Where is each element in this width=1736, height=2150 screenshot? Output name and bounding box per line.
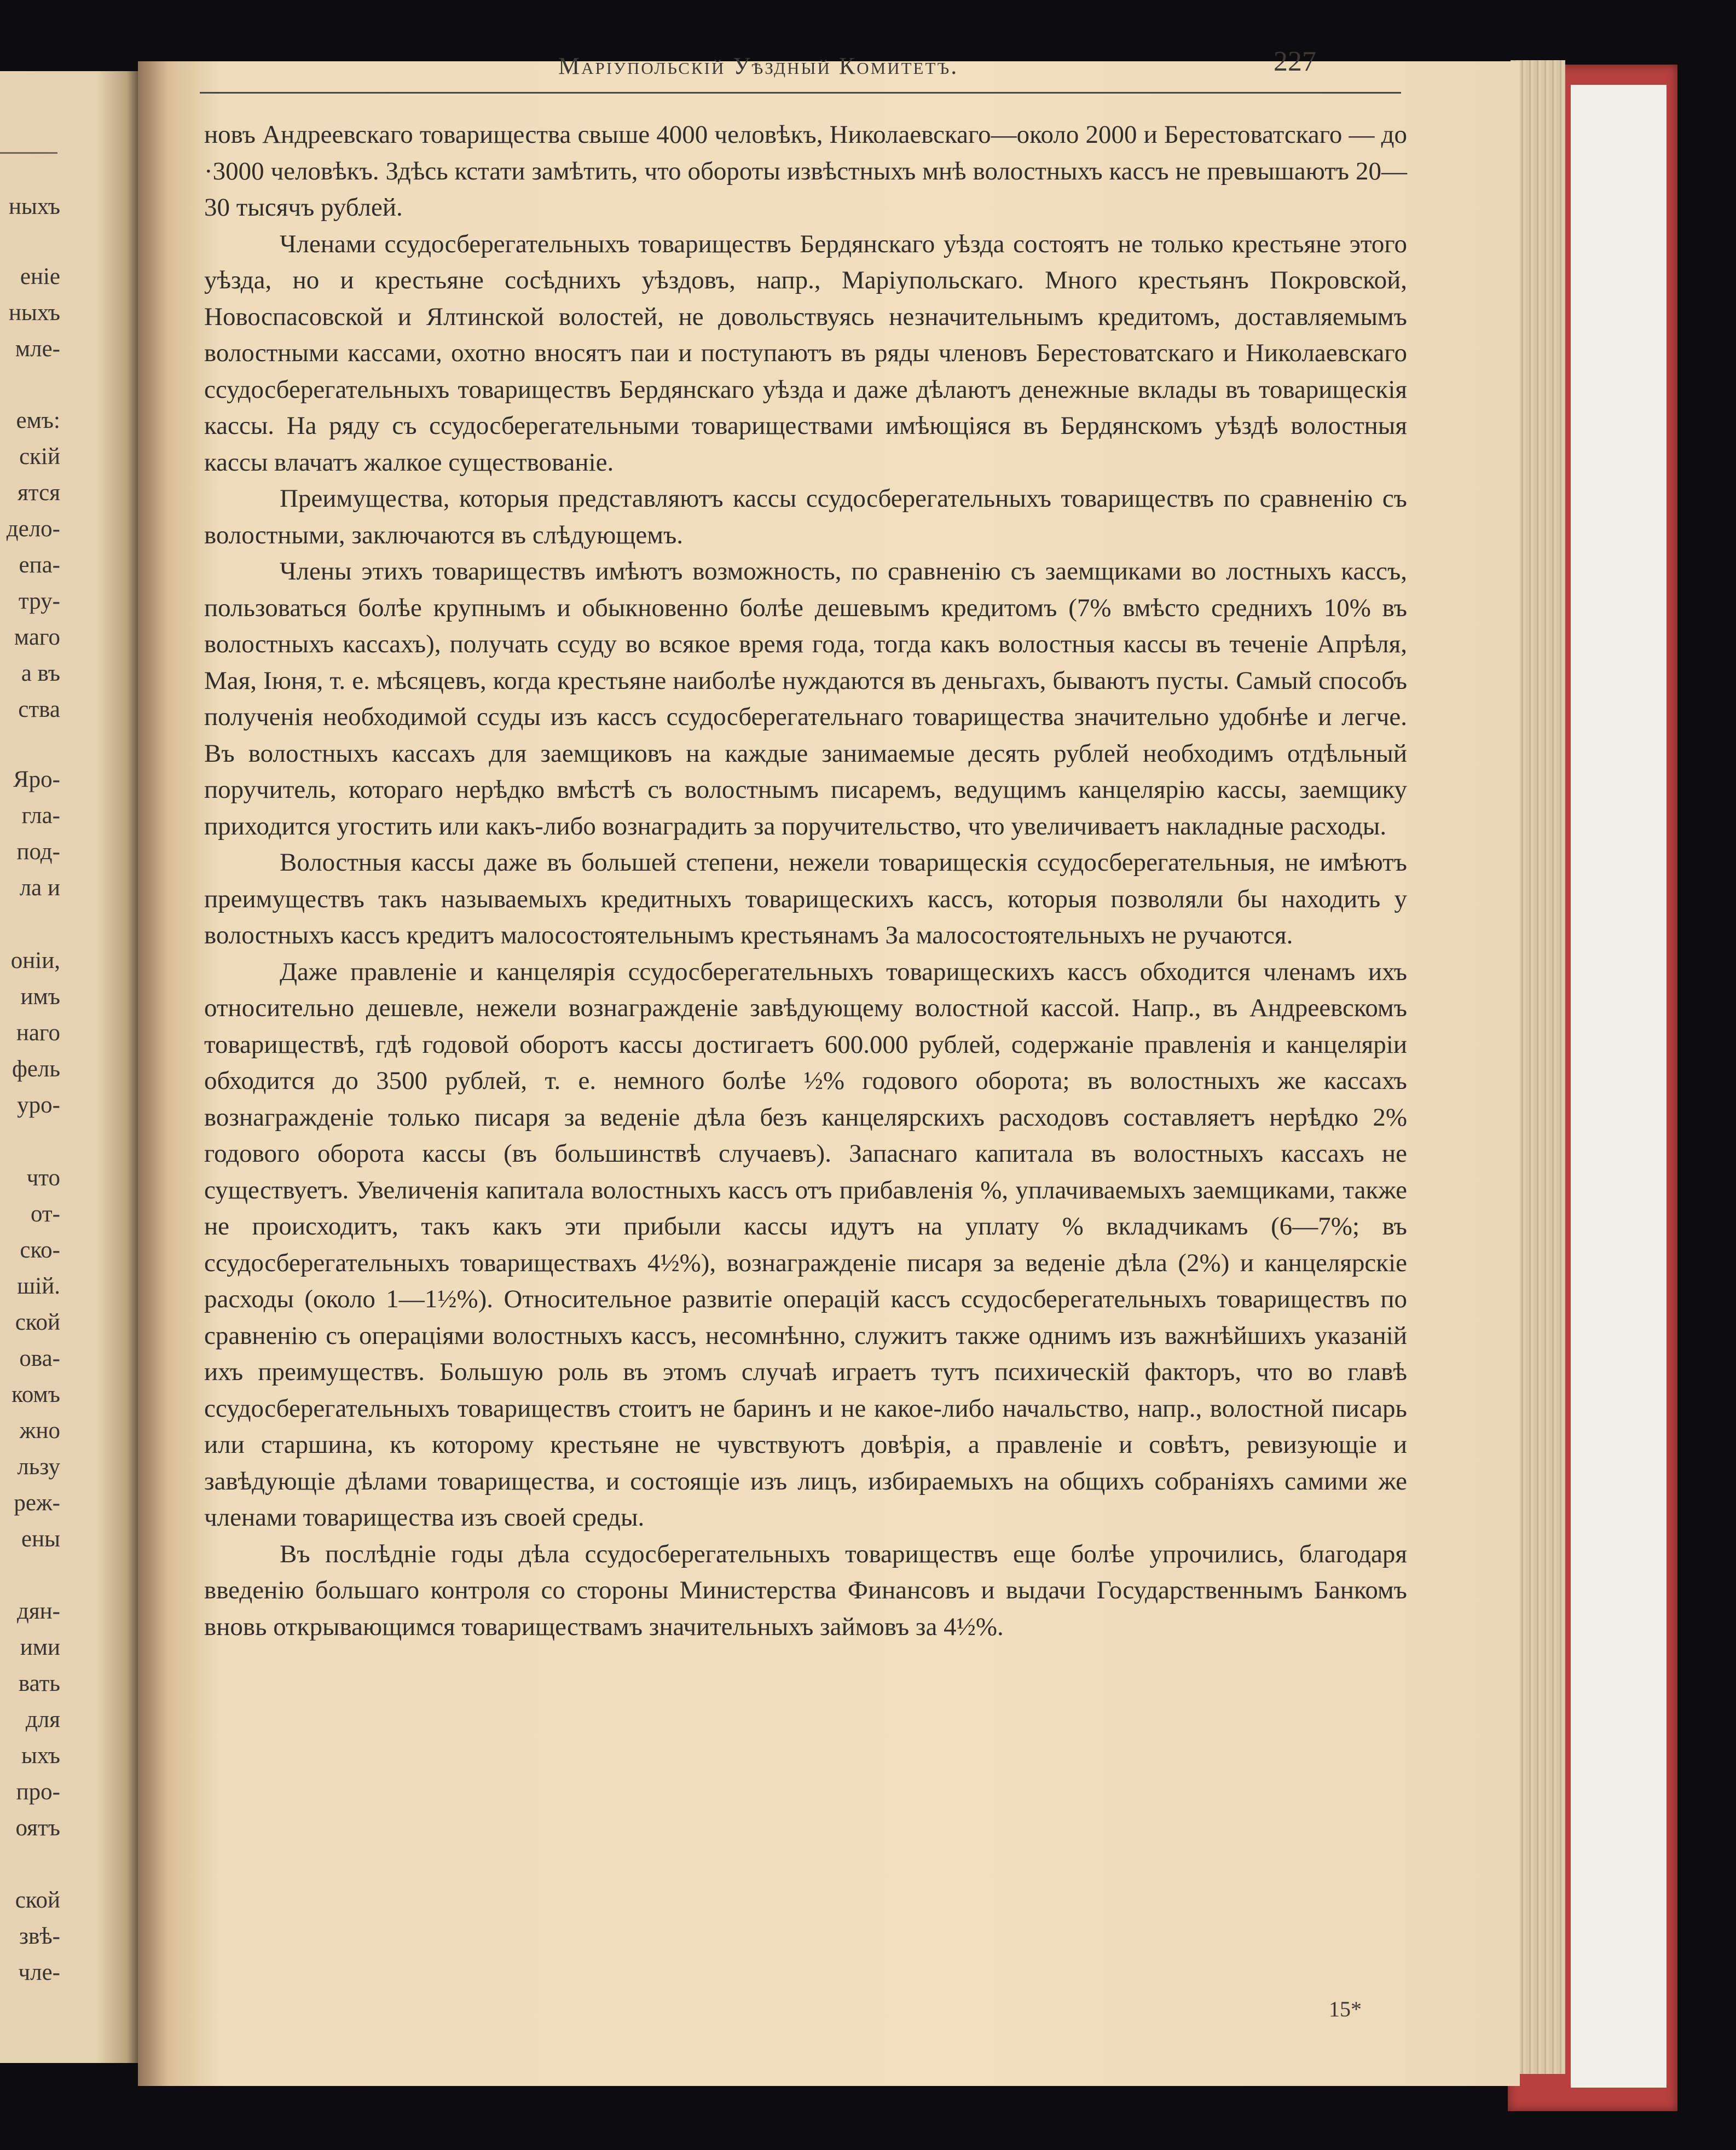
left-line-fragment: ова- [19, 1346, 60, 1371]
left-line-fragment: что [26, 1165, 60, 1191]
left-line-fragment: имъ [20, 984, 60, 1010]
paragraph: Преимущества, которыя представляютъ кассы ссудосберегательныхъ товариществъ по сравненію съ волостными, заключаются въ слѣдующемъ. [204, 484, 1407, 549]
left-line-fragment: уро- [17, 1092, 60, 1118]
left-line-fragment: наго [16, 1020, 60, 1046]
left-line-fragment: маго [14, 624, 60, 650]
left-line-fragment: от- [30, 1201, 60, 1227]
left-line-fragment: фель [11, 1056, 60, 1082]
left-page [0, 71, 138, 2063]
left-line-fragment: ими [20, 1635, 60, 1660]
left-line-fragment: емъ: [16, 408, 60, 433]
left-line-fragment: ныхъ [9, 300, 60, 326]
left-line-fragment: дян- [17, 1598, 60, 1624]
left-line-fragment: ской [15, 1309, 60, 1335]
left-line-fragment: звѣ- [19, 1923, 60, 1949]
left-line-fragment: ско- [20, 1237, 60, 1263]
left-line-fragment: вать [18, 1671, 60, 1696]
left-line-fragment: реж- [14, 1490, 60, 1516]
left-line-fragment: комъ [11, 1382, 60, 1407]
running-head-rule [200, 92, 1401, 94]
running-head [200, 36, 1398, 96]
left-line-fragment: дело- [6, 516, 60, 542]
left-line-fragment: ныхъ [9, 194, 60, 219]
left-line-fragment: шій. [17, 1273, 60, 1299]
left-line-fragment: еніе [20, 264, 60, 289]
page-number: 227 [1274, 46, 1316, 77]
paragraph: Члены этихъ товариществъ имѣютъ возможность, по сравненію съ заемщиками во лостныхъ кассъ, пользоваться болѣе крупнымъ и обыкновенно болѣе дешевымъ кредитомъ (7% вмѣсто среднихъ 10% въ волостныхъ кассахъ), получать ссуду во всякое время года, тогда какъ волостныя кассы въ теченіе Апрѣля, Мая, Іюня, т. е. мѣсяцевъ, когда крестьяне наиболѣе нуждаются въ деньгахъ, бываютъ пусты. Самый способъ полученія необходимой ссуды изъ кассъ ссудосберегательнаго товарищества значительно удобнѣе и легче. Въ волостныхъ кассахъ для заемщиковъ на каждые занимаемые десять рублей необходимъ отдѣльный поручитель, котораго нерѣдко вмѣстѣ съ волостнымъ писаремъ, ведущимъ канцелярію кассы, заемщику приходится угостить или какъ-либо вознаградить за поручительство, что увеличиваетъ накладные расходы. [204, 557, 1407, 841]
left-line-fragment: тру- [18, 588, 60, 614]
left-line-fragment: для [25, 1707, 60, 1732]
left-line-fragment: скій [19, 444, 60, 470]
paragraph: новъ Андреевскаго товарищества свыше 4000 человѣкъ, Николаевскаго—около 2000 и Берестоватскаго — до ·3000 человѣкъ. Здѣсь кстати замѣтить, что обороты извѣстныхъ мнѣ волостныхъ кассъ не превышаютъ 20—30 тысячъ рублей. [204, 120, 1407, 222]
left-line-fragment: чле- [18, 1960, 60, 1985]
left-line-fragment: оятъ [15, 1815, 60, 1841]
paragraph: Членами ссудосберегательныхъ товариществъ Бердянскаго уѣзда состоятъ не только крестьяне этого уѣзда, но и крестьяне сосѣднихъ уѣздовъ, напр., Маріупольскаго. Много крестьянъ Покровской, Новоспасовской и Ялтинской волостей, не довольствуясь незначительнымъ кредитомъ, доставляемымъ волостными кассами, охотно вносятъ паи и поступаютъ въ ряды членовъ Берестоватскаго и Николаевскаго ссудосберегательныхъ товариществъ Бердянскаго уѣзда и даже дѣлаютъ денежные вклады въ товарищескія кассы. На ряду съ ссудосберегательными товариществами имѣющіяся въ Бердянскомъ уѣздѣ волостныя кассы влачатъ жалкое существованіе. [204, 229, 1407, 477]
running-head-title: Маріупольскій Уѣздный Комитетъ. [558, 53, 959, 79]
left-line-fragment: жно [19, 1418, 60, 1444]
left-line-fragment: про- [16, 1779, 60, 1805]
left-page-head-rule [0, 152, 57, 154]
left-line-fragment: под- [16, 839, 60, 865]
signature-mark: 15* [1329, 1997, 1362, 2021]
left-line-fragment: мле- [15, 336, 60, 362]
left-line-fragment: ыхъ [21, 1743, 60, 1769]
body-text [204, 117, 1407, 1645]
left-line-fragment: оніи, [10, 948, 60, 973]
left-line-fragment: ства [18, 697, 60, 722]
paragraph: Даже правленіе и канцелярія ссудосберегательныхъ товарищескихъ кассъ обходится членамъ ихъ относительно дешевле, нежели вознагражденіе завѣдующему волостной кассой. Напр., въ Андреевскомъ товариществѣ, гдѣ годовой оборотъ кассы достигаетъ 600.000 рублей, содержаніе правленія и канцеляріи обходится до 3500 рублей, т. е. немного болѣе ½% годового оборота; въ волостныхъ же кассахъ вознагражденіе только писаря за веденіе дѣла безъ канцелярскихъ расходовъ составляетъ нерѣдко 2% годового оборота кассы (въ большинствѣ случаевъ). Запаснаго капитала въ волостныхъ кассахъ не существуетъ. Увеличенія капитала волостныхъ кассъ отъ прибавленія %, уплачиваемыхъ заемщиками, также не происходитъ, такъ какъ эти прибыли кассы идутъ на уплату % вкладчикамъ (6—7%; въ ссудосберегательныхъ товариществахъ 4½%), вознагражденіе писаря за веденіе дѣла (2%) и канцелярскіе расходы (около 1—1½%). Относительное развитіе операцій кассъ ссудосберегательныхъ товариществъ по сравненію съ операціями волостныхъ кассъ, несомнѣнно, служитъ также однимъ изъ важнѣйшихъ указаній ихъ преимуществъ. Большую роль въ этомъ случаѣ играетъ тутъ психическій факторъ, что во главѣ ссудосберегательныхъ товариществъ стоитъ не баринъ и не какое-либо начальство, напр., волостной писарь или старшина, къ которому крестьяне не чувствуютъ довѣрія, а правленіе и совѣтъ, ревизующіе и завѣдующіе дѣлами товарищества, и состоящіе изъ лицъ, избираемыхъ на общихъ собраніяхъ самими же членами товарищества изъ своей среды. [204, 957, 1407, 1532]
left-line-fragment: а въ [21, 660, 60, 686]
back-pages-edge [1571, 85, 1666, 2088]
paragraph: Въ послѣдніе годы дѣла ссудосберегательныхъ товариществъ еще болѣе упрочились, благодаря введенію большаго контроля со стороны Министерства Финансовъ и выдачи Государственнымъ Банкомъ вновь открывающимся товариществамъ значительныхъ займовъ за 4½%. [204, 1539, 1407, 1641]
left-line-fragment: гла- [21, 803, 60, 828]
left-line-fragment: епа- [19, 552, 60, 578]
left-line-fragment: ла и [19, 875, 60, 901]
left-line-fragment: льзу [17, 1454, 60, 1480]
left-line-fragment: ской [15, 1887, 60, 1913]
left-line-fragment: ятся [18, 480, 60, 506]
paragraph: Волостныя кассы даже въ большей степени, нежели товарищескія ссудосберегательныя, не имѣютъ преимуществъ такъ называемыхъ кредитныхъ товарищескихъ кассъ, которыя позволяли бы находить у волостныхъ кассъ кредитъ малосостоятельнымъ крестьянамъ За малосостоятельныхъ не ручаются. [204, 848, 1407, 949]
left-line-fragment: ены [21, 1526, 60, 1552]
left-line-fragment: Яро- [13, 767, 60, 792]
